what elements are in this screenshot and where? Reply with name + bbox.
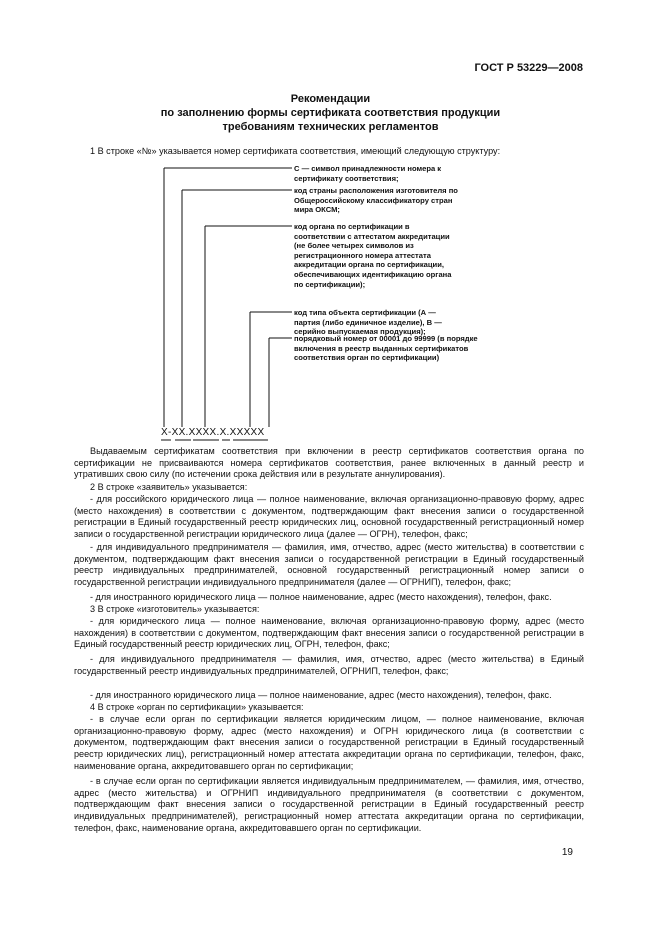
paragraph-3: - для российского юридического лица — полное наименование, включая организационно-правовую форму, адрес (место нахождения) в соответствии с документом, подтверждающим факт внесения записи о государственной регистрации в Единый государственный реестр юридических лиц, основной государственный регистрационный номер записи о государственной регистрации юридического лица (далее — ОГРН), телефон, факс; (74, 494, 584, 540)
title-line-2: по заполнению формы сертификата соответствия продукции (160, 107, 501, 119)
diagram-label-symbol: С — символ принадлежности номера к сертификату соответствия; (294, 164, 442, 183)
intro-paragraph: 1 В строке «№» указывается номер сертификата соответствия, имеющий следующую структуру: (90, 146, 501, 156)
title-line-3: требованиям технических регламентов (222, 121, 439, 133)
paragraph-9: - для иностранного юридического лица — полное наименование, адрес (место нахождения), телефон, факс. (90, 690, 552, 700)
paragraph-1: Выдаваемым сертификатам соответствия при включении в реестр сертификатов соответствия органа по сертификации не присваиваются номера сертификатов соответствия, ранее включенных в данный реестр и утративших свою силу (по истечении срока действия или в результате аннулирования). (74, 446, 584, 480)
paragraph-7: - для юридического лица — полное наименование, включая организационно-правовую форму, адрес (место нахождения) в соответствии с документом, подтверждающим факт внесения записи о государственной регистрации в Единый государственный реестр юридических лиц, ОГРН, телефон, факс; (74, 616, 584, 650)
diagram-label-body: код органа по сертификации в соответствии с аттестатом аккредитации (не более четырех символов из регистрационного номера аттестата аккредитации органа по сертификации, обеспечивающих идентификацию органа по сертификации); (294, 222, 452, 289)
paragraph-6: 3 В строке «изготовитель» указывается: (90, 604, 260, 614)
paragraph-5: - для иностранного юридического лица — полное наименование, адрес (место нахождения), телефон, факс. (90, 592, 552, 602)
paragraph-11: - в случае если орган по сертификации является юридическим лицом, — полное наименование, включая организационно-правовую форму, адрес (место нахождения) и ОГРН юридического лица (в соответствии с документом, подтверждающим факт внесения записи о государственной регистрации в Единый государственный реестр юридических лиц), регистрационный номер аттестата аккредитации органа по сертификации, телефон, факс, наименование органа, аккредитовавшего орган по сертификации; (74, 714, 584, 771)
document-code: ГОСТ Р 53229—2008 (474, 62, 583, 74)
diagram-label-serial: порядковый номер от 00001 до 99999 (в порядке включения в реестр выданных сертификатов соответствия орган по сертификации) (294, 334, 478, 363)
page-number: 19 (561, 847, 573, 858)
paragraph-12: - в случае если орган по сертификации является индивидуальным предпринимателем, — фамилия, имя, отчество, адрес (место жительства) и ОГРНИП индивидуального предпринимателя (в соответствии с документом, подтверждающим факт внесения записи о государственной регистрации в Единый государственный реестр индивидуальных предпринимателей), регистрационный номер аттестата аккредитации органа по сертификации, телефон, факс, наименование органа, аккредитовавшего орган по сертификации. (74, 776, 584, 833)
paragraph-8: - для индивидуального предпринимателя — фамилия, имя, отчество, адрес (место жительства) в Единый государственный реестр индивидуальных предпринимателей, ОГРНИП, телефон, факс; (74, 654, 584, 676)
paragraph-4: - для индивидуального предпринимателя — фамилия, имя, отчество, адрес (место жительства) в соответствии с документом, подтверждающим факт внесения записи о государственной регистрации в Единый государственный реестр индивидуальных предпринимателей, основной государственный регистрационный номер записи о государственной регистрации индивидуального предпринимателя (далее — ОГРНИП), телефон, факс; (74, 542, 584, 588)
certificate-number-code: X-XX.XXXX.X.XXXXX (161, 427, 265, 438)
title-line-1: Рекомендации (290, 93, 371, 105)
diagram-label-country: код страны расположения изготовителя по Общероссийскому классификатору стран мира ОКСМ; (294, 186, 458, 215)
diagram-label-object-type: код типа объекта сертификации (А — партия (либо единичное изделие), В — серийно выпускаемая продукция); (294, 308, 442, 337)
paragraph-2: 2 В строке «заявитель» указывается: (90, 482, 248, 492)
paragraph-10: 4 В строке «орган по сертификации» указывается: (90, 702, 304, 712)
